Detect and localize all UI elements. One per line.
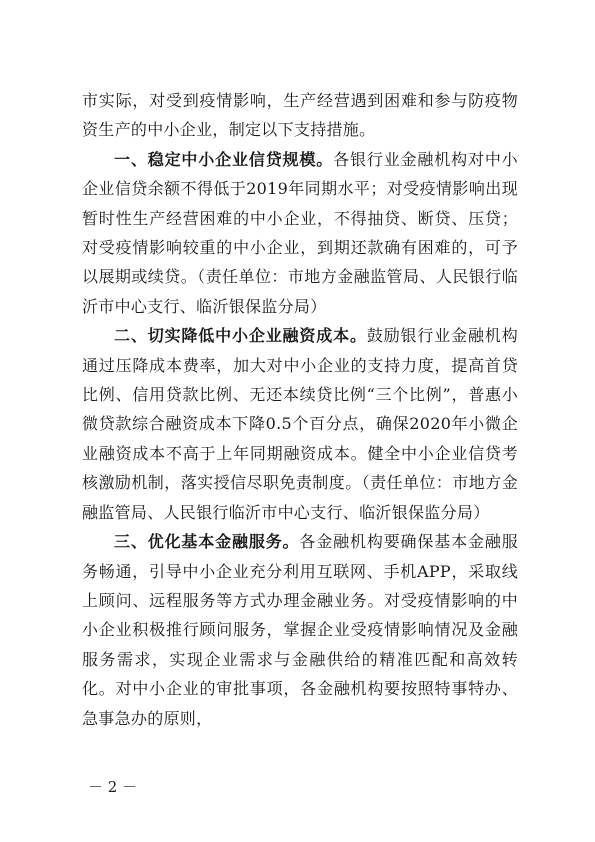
section-1-text: 各银行业金融机构对中小企业信贷余额不得低于2019年同期水平；对受疫情影响出现暂时性生产经营困难的中小企业，不得抽贷、断贷、压贷；对受疫情影响较重的中小企业，到期还款确有困难的，可予以展期或续贷。（责任单位：市地方金融监管局、人民银行临沂市中心支行、临沂银保监分局）	[82, 149, 518, 316]
page-number: － 2 －	[88, 778, 138, 796]
section-3-text: 各金融机构要确保基本金融服务畅通，引导中小企业充分利用互联网、手机APP，采取线上顾问、远程服务等方式办理金融业务。对受疫情影响的中小企业积极推行顾问服务，掌握企业受疫情影响情况及金融服务需求，实现企业需求与金融供给的精准匹配和高效转化。对中小企业的审批事项，各金融机构要按照特事特办、急事急办的原则，	[82, 532, 518, 728]
section-1-heading: 一、稳定中小企业信贷规模。	[114, 149, 334, 169]
paragraph-section-1	[82, 145, 518, 321]
section-2-heading: 二、切实降低中小企业融资成本。	[114, 326, 367, 346]
document-body	[82, 86, 518, 733]
paragraph-section-2	[82, 321, 518, 527]
paragraph-intro	[82, 86, 518, 145]
section-2-text: 鼓励银行业金融机构通过压降成本费率，加大对中小企业的支持力度，提高首贷比例、信用贷款比例、无还本续贷比例“三个比例”，普惠小微贷款综合融资成本下降0.5个百分点，确保2020年小微企业融资成本不高于上年同期融资成本。健全中小企业信贷考核激励机制，落实授信尽职免责制度。（责任单位：市地方金融监管局、人民银行临沂市中心支行、临沂银保监分局）	[82, 326, 518, 522]
section-3-heading: 三、优化基本金融服务。	[114, 532, 300, 552]
paragraph-intro-text: 市实际，对受到疫情影响，生产经营遇到困难和参与防疫物资生产的中小企业，制定以下支持措施。	[82, 91, 518, 140]
paragraph-section-3	[82, 527, 518, 733]
